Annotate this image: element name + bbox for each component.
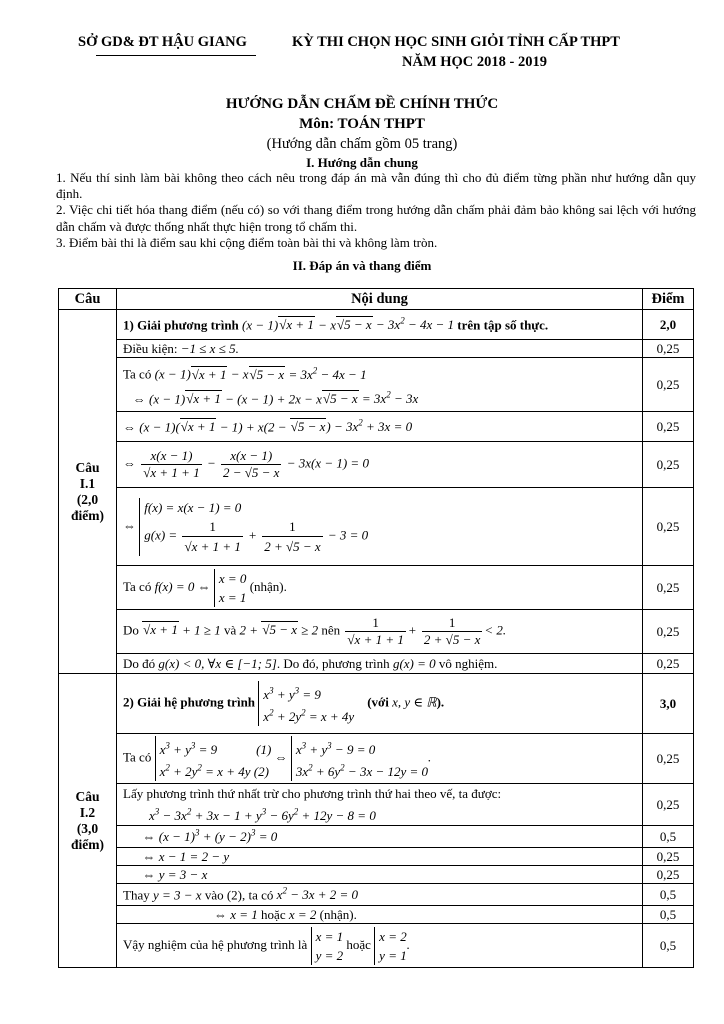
department-name: SỞ GD& ĐT HẬU GIANG <box>78 34 247 51</box>
header-underline <box>96 55 256 56</box>
table-row <box>59 442 694 488</box>
general-instructions <box>56 170 696 251</box>
table-row <box>59 674 694 734</box>
exam-name: KỲ THI CHỌN HỌC SINH GIỎI TỈNH CẤP THPT <box>292 34 620 50</box>
points-cell: 0,25 <box>643 340 694 358</box>
instruction-item: 2. Việc chi tiết hóa thang điểm (nếu có) so với thang điểm trong hướng dẫn chấm phải đảm bảo không sai lệch với hướng dẫn chấm và được thống nhất thực hiện trong tổ chấm thi. <box>56 202 696 234</box>
table-row <box>59 610 694 654</box>
table-row <box>59 488 694 566</box>
points-cell: 0,5 <box>643 884 694 906</box>
table-row <box>59 924 694 968</box>
solution-step: ⇔ $(x - 1)^3 + (y - 2)^3 = 0$ <box>117 826 643 848</box>
points-cell: 0,5 <box>643 906 694 924</box>
col-header-points: Điểm <box>643 289 694 310</box>
school-year: NĂM HỌC 2018 - 2019 <box>402 54 547 70</box>
solution-step: Thay y = 3 − x vào (2), ta có $x^2 - 3x + 2 = 0$ <box>117 884 643 906</box>
solution-step: Ta có $(x - 1)√x + 1 - x√5 - x = 3x^2 - 4x - 1$ ⇔ $(x - 1)√x + 1 - (x - 1) + 2x - x√5 - x = 3x^2 - 3x$ <box>117 358 643 412</box>
document-title: HƯỚNG DẪN CHẤM ĐỀ CHÍNH THỨC <box>225 96 499 112</box>
solution-step: Ta có f(x) = 0 ⇔ x = 0 x = 1 (nhận). <box>117 566 643 610</box>
solution-step: ⇔ f(x) = x(x − 1) = 0 g(x) = $\frac{1}{√x + 1 + 1}$ + $\frac{1}{2 + √5 - x}$ − 3 = 0 <box>117 488 643 566</box>
page-count-note: (Hướng dẫn chấm gồm 05 trang) <box>266 136 458 152</box>
points-cell: 0,5 <box>643 826 694 848</box>
points-cell: 0,25 <box>643 848 694 866</box>
points-cell: 3,0 <box>643 674 694 734</box>
section-general-heading: I. Hướng dẫn chung <box>306 155 418 170</box>
solution-step: ⇔ x − 1 = 2 − y <box>117 848 643 866</box>
points-cell: 2,0 <box>643 310 694 340</box>
points-cell: 0,25 <box>643 412 694 442</box>
solution-step: ⇔ y = 3 − x <box>117 866 643 884</box>
section-answers-heading: II. Đáp án và thang điểm <box>292 258 432 273</box>
solution-step: Điều kiện: −1 ≤ x ≤ 5. <box>117 340 643 358</box>
table-row <box>59 566 694 610</box>
solution-step: Do đó g(x) < 0, ∀x ∈ [−1; 5]. Do đó, phương trình g(x) = 0 vô nghiệm. <box>117 654 643 674</box>
points-cell: 0,25 <box>643 488 694 566</box>
table-row <box>59 848 694 866</box>
table-row <box>59 734 694 784</box>
solution-step: ⇔ $(x - 1)(√x + 1 - 1) + x(2 - √5 - x) - 3x^2 + 3x = 0$ <box>117 412 643 442</box>
table-row <box>59 654 694 674</box>
question-label-i1: Câu I.1 (2,0 điểm) <box>59 310 117 674</box>
col-header-question: Câu <box>59 289 117 310</box>
points-cell: 0,25 <box>643 866 694 884</box>
problem-statement: 2) Giải hệ phương trình $x^3 + y^3 = 9$ $x^2 + 2y^2 = x + 4y$ (với x, y ∈ ℝ). <box>117 674 643 734</box>
question-label-i2: Câu I.2 (3,0 điểm) <box>59 674 117 968</box>
points-cell: 0,25 <box>643 442 694 488</box>
subject-title: Môn: TOÁN THPT <box>299 116 425 132</box>
solution-step: Do √x + 1 + 1 ≥ 1 và 2 + √5 − x ≥ 2 nên $\frac{1}{√x + 1 + 1}$ + $\frac{1}{2 + √5 - x}$ < 2. <box>117 610 643 654</box>
table-row <box>59 412 694 442</box>
solution-step: ⇔ $\frac{x(x - 1)}{√x + 1 + 1}$ − $\frac{x(x - 1)}{2 - √5 - x}$ − 3x(x − 1) = 0 <box>117 442 643 488</box>
instruction-item: 3. Điểm bài thi là điểm sau khi cộng điểm toàn bài thi và không làm tròn. <box>56 234 438 250</box>
points-cell: 0,5 <box>643 924 694 968</box>
solution-step: Ta có $x^3 + y^3 = 9$ (1) $x^2 + 2y^2 = x + 4y$ (2) ⇔ $x^3 + y^3 - 9 = 0$ $3x^2 + 6y^2 - 3x - 12y = 0$. <box>117 734 643 784</box>
col-header-content: Nội dung <box>117 289 643 310</box>
solution-step: Lấy phương trình thứ nhất trừ cho phương trình thứ hai theo vế, ta được: $x^3 - 3x^2 + 3x - 1 + y^3 - 6y^2 + 12y - 8 = 0$ <box>117 784 643 826</box>
table-row <box>59 826 694 848</box>
points-cell: 0,25 <box>643 610 694 654</box>
table-row <box>59 358 694 412</box>
table-row <box>59 906 694 924</box>
problem-statement: 1) Giải phương trình $(x - 1)√x + 1 - x√5 - x - 3x^2 - 4x - 1$ trên tập số thực. <box>117 310 643 340</box>
points-cell: 0,25 <box>643 734 694 784</box>
answer-table <box>58 288 694 968</box>
points-cell: 0,25 <box>643 566 694 610</box>
exam-header <box>292 34 692 71</box>
table-row <box>59 310 694 340</box>
solution-step: Vậy nghiệm của hệ phương trình là x = 1 y = 2 hoặc x = 2 y = 1. <box>117 924 643 968</box>
points-cell: 0,25 <box>643 358 694 412</box>
table-header-row <box>59 289 694 310</box>
table-row <box>59 340 694 358</box>
points-cell: 0,25 <box>643 784 694 826</box>
points-cell: 0,25 <box>643 654 694 674</box>
table-row <box>59 866 694 884</box>
table-row <box>59 884 694 906</box>
solution-step: ⇔ x = 1 hoặc x = 2 (nhận). <box>117 906 643 924</box>
table-row <box>59 784 694 826</box>
instruction-item: 1. Nếu thí sinh làm bài không theo cách nêu trong đáp án mà vẫn đúng thì cho đủ điểm từng phần như hướng dẫn quy định. <box>56 170 696 202</box>
